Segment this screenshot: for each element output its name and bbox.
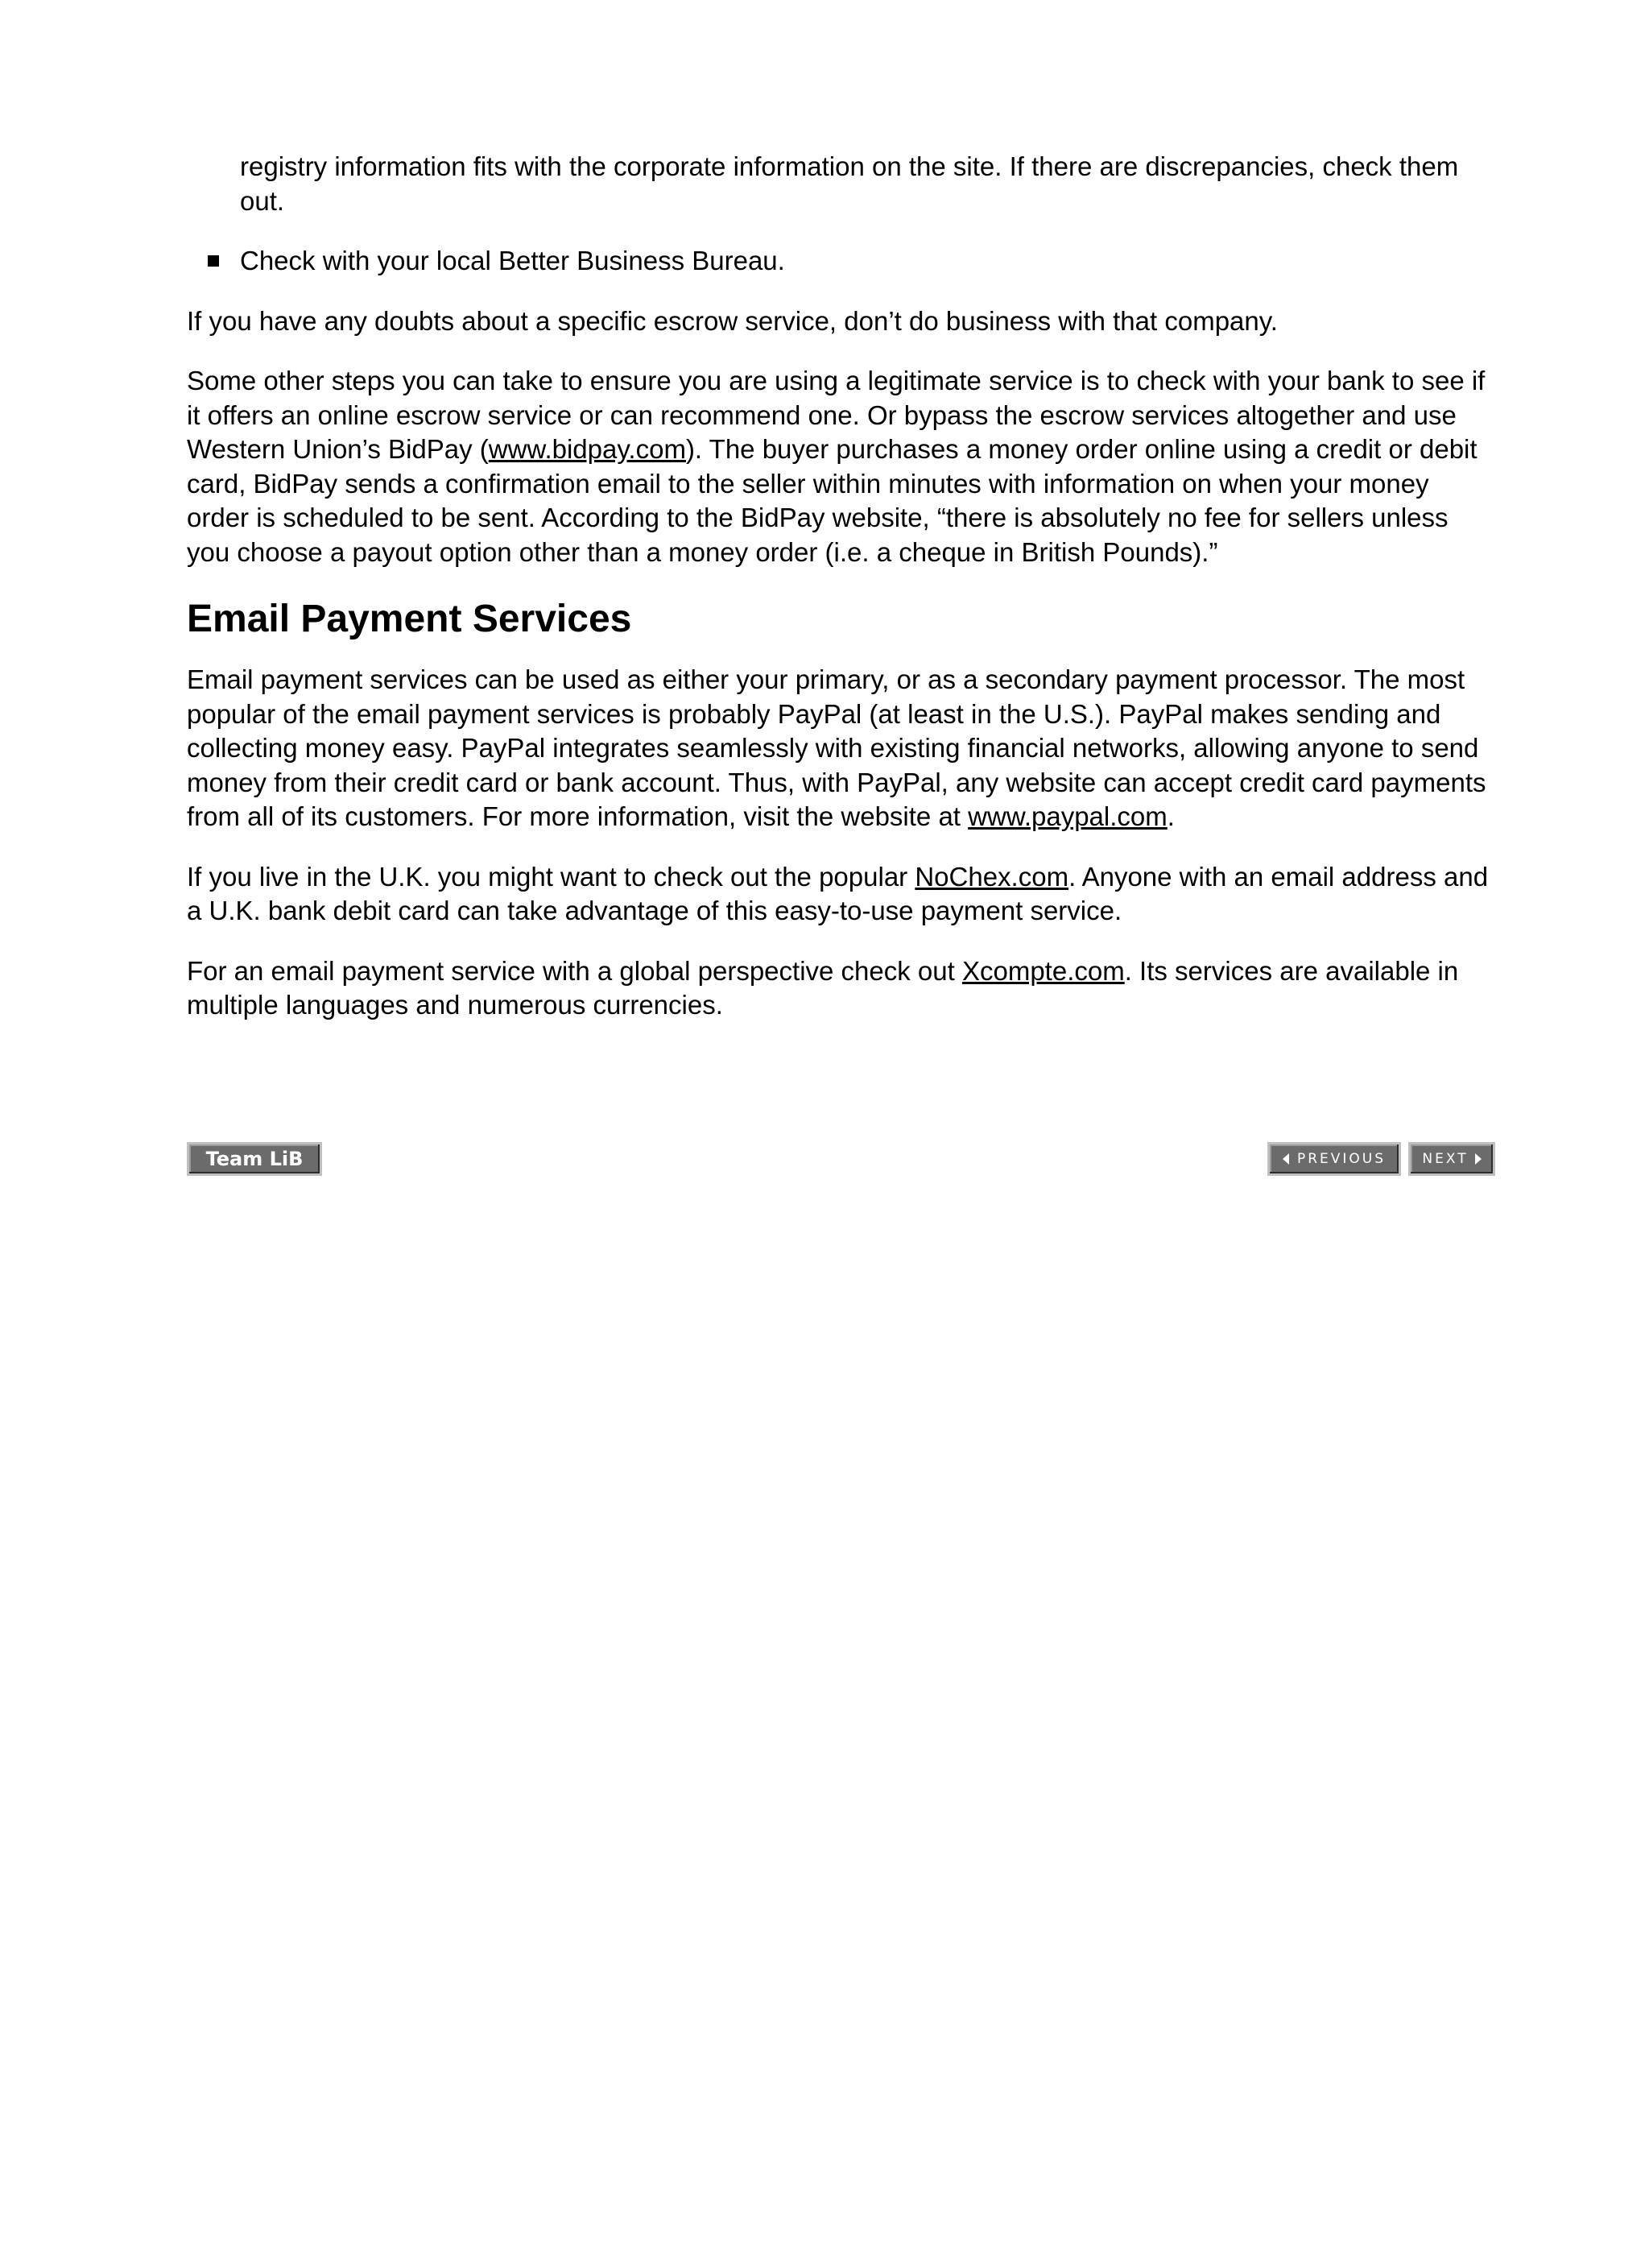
next-label: NEXT: [1422, 1151, 1469, 1167]
doubts-paragraph: If you have any doubts about a specific escrow service, don’t do business with that company.: [187, 305, 1278, 336]
global-text-after: . Its services are available in multiple languages and numerous currencies.: [187, 955, 1459, 1020]
previous-button[interactable]: [1267, 1142, 1401, 1176]
global-paragraph: [187, 954, 1495, 1023]
xcompte-link[interactable]: Xcompte.com: [961, 955, 1125, 986]
page-content: [187, 150, 1495, 1049]
arrow-left-icon: [1283, 1153, 1289, 1165]
square-bullet-icon: [208, 255, 219, 267]
previous-label: PREVIOUS: [1296, 1151, 1387, 1167]
global-text-before: For an email payment service with a global perspective check out: [187, 955, 962, 986]
paypal-link[interactable]: www.paypal.com: [968, 801, 1168, 831]
bidpay-link[interactable]: www.bidpay.com: [488, 434, 686, 464]
nochex-link[interactable]: NoChex.com: [915, 861, 1069, 892]
team-lib-button[interactable]: Team LiB: [187, 1142, 322, 1176]
steps-text-before: Some other steps you can take to ensure you are using a legitimate service is to check with your bank to see if it offers an online escrow service or can recommend one. Or bypass the escrow services altogether and use Western Union’s BidPay (: [187, 366, 1486, 464]
footer-nav: [187, 1142, 1496, 1174]
bullet-item: [187, 244, 1495, 279]
uk-text-after: . Anyone with an email address and a U.K. bank debit card can take advantage of this easy-to-use payment service.: [187, 861, 1489, 925]
next-button[interactable]: [1408, 1142, 1495, 1176]
email-text-before: Email payment services can be used as either your primary, or as a secondary payment processor. The most popular of the email payment services is probably PayPal (at least in the U.S.). PayPal makes sending and collecting money easy. PayPal integrates seamlessly with existing financial networks, allowing anyone to send money from their credit card or bank account. Thus, with PayPal, any website can accept credit card payments from all of its customers. For more information, visit the website at: [187, 664, 1486, 831]
email-paragraph: [187, 663, 1495, 834]
bullet-text: Check with your local Better Business Bureau.: [240, 246, 785, 275]
uk-text-before: If you live in the U.K. you might want to check out the popular: [187, 861, 915, 892]
steps-paragraph: [187, 364, 1495, 569]
uk-paragraph: [187, 860, 1495, 929]
section-heading: Email Payment Services: [187, 598, 632, 640]
arrow-right-icon: [1475, 1153, 1482, 1165]
steps-text-after: ). The buyer purchases a money order online using a credit or debit card, BidPay sends a confirmation email to the seller within minutes with information on when your money order is scheduled to be sent. According to the BidPay website, “there is absolutely no fee for sellers unless you choose a payout option other than a money order (i.e. a cheque in British Pounds).”: [187, 434, 1477, 567]
continuation-paragraph: registry information fits with the corporate information on the site. If there are discrepancies, check them out.: [240, 151, 1459, 216]
email-text-after: .: [1167, 801, 1175, 831]
